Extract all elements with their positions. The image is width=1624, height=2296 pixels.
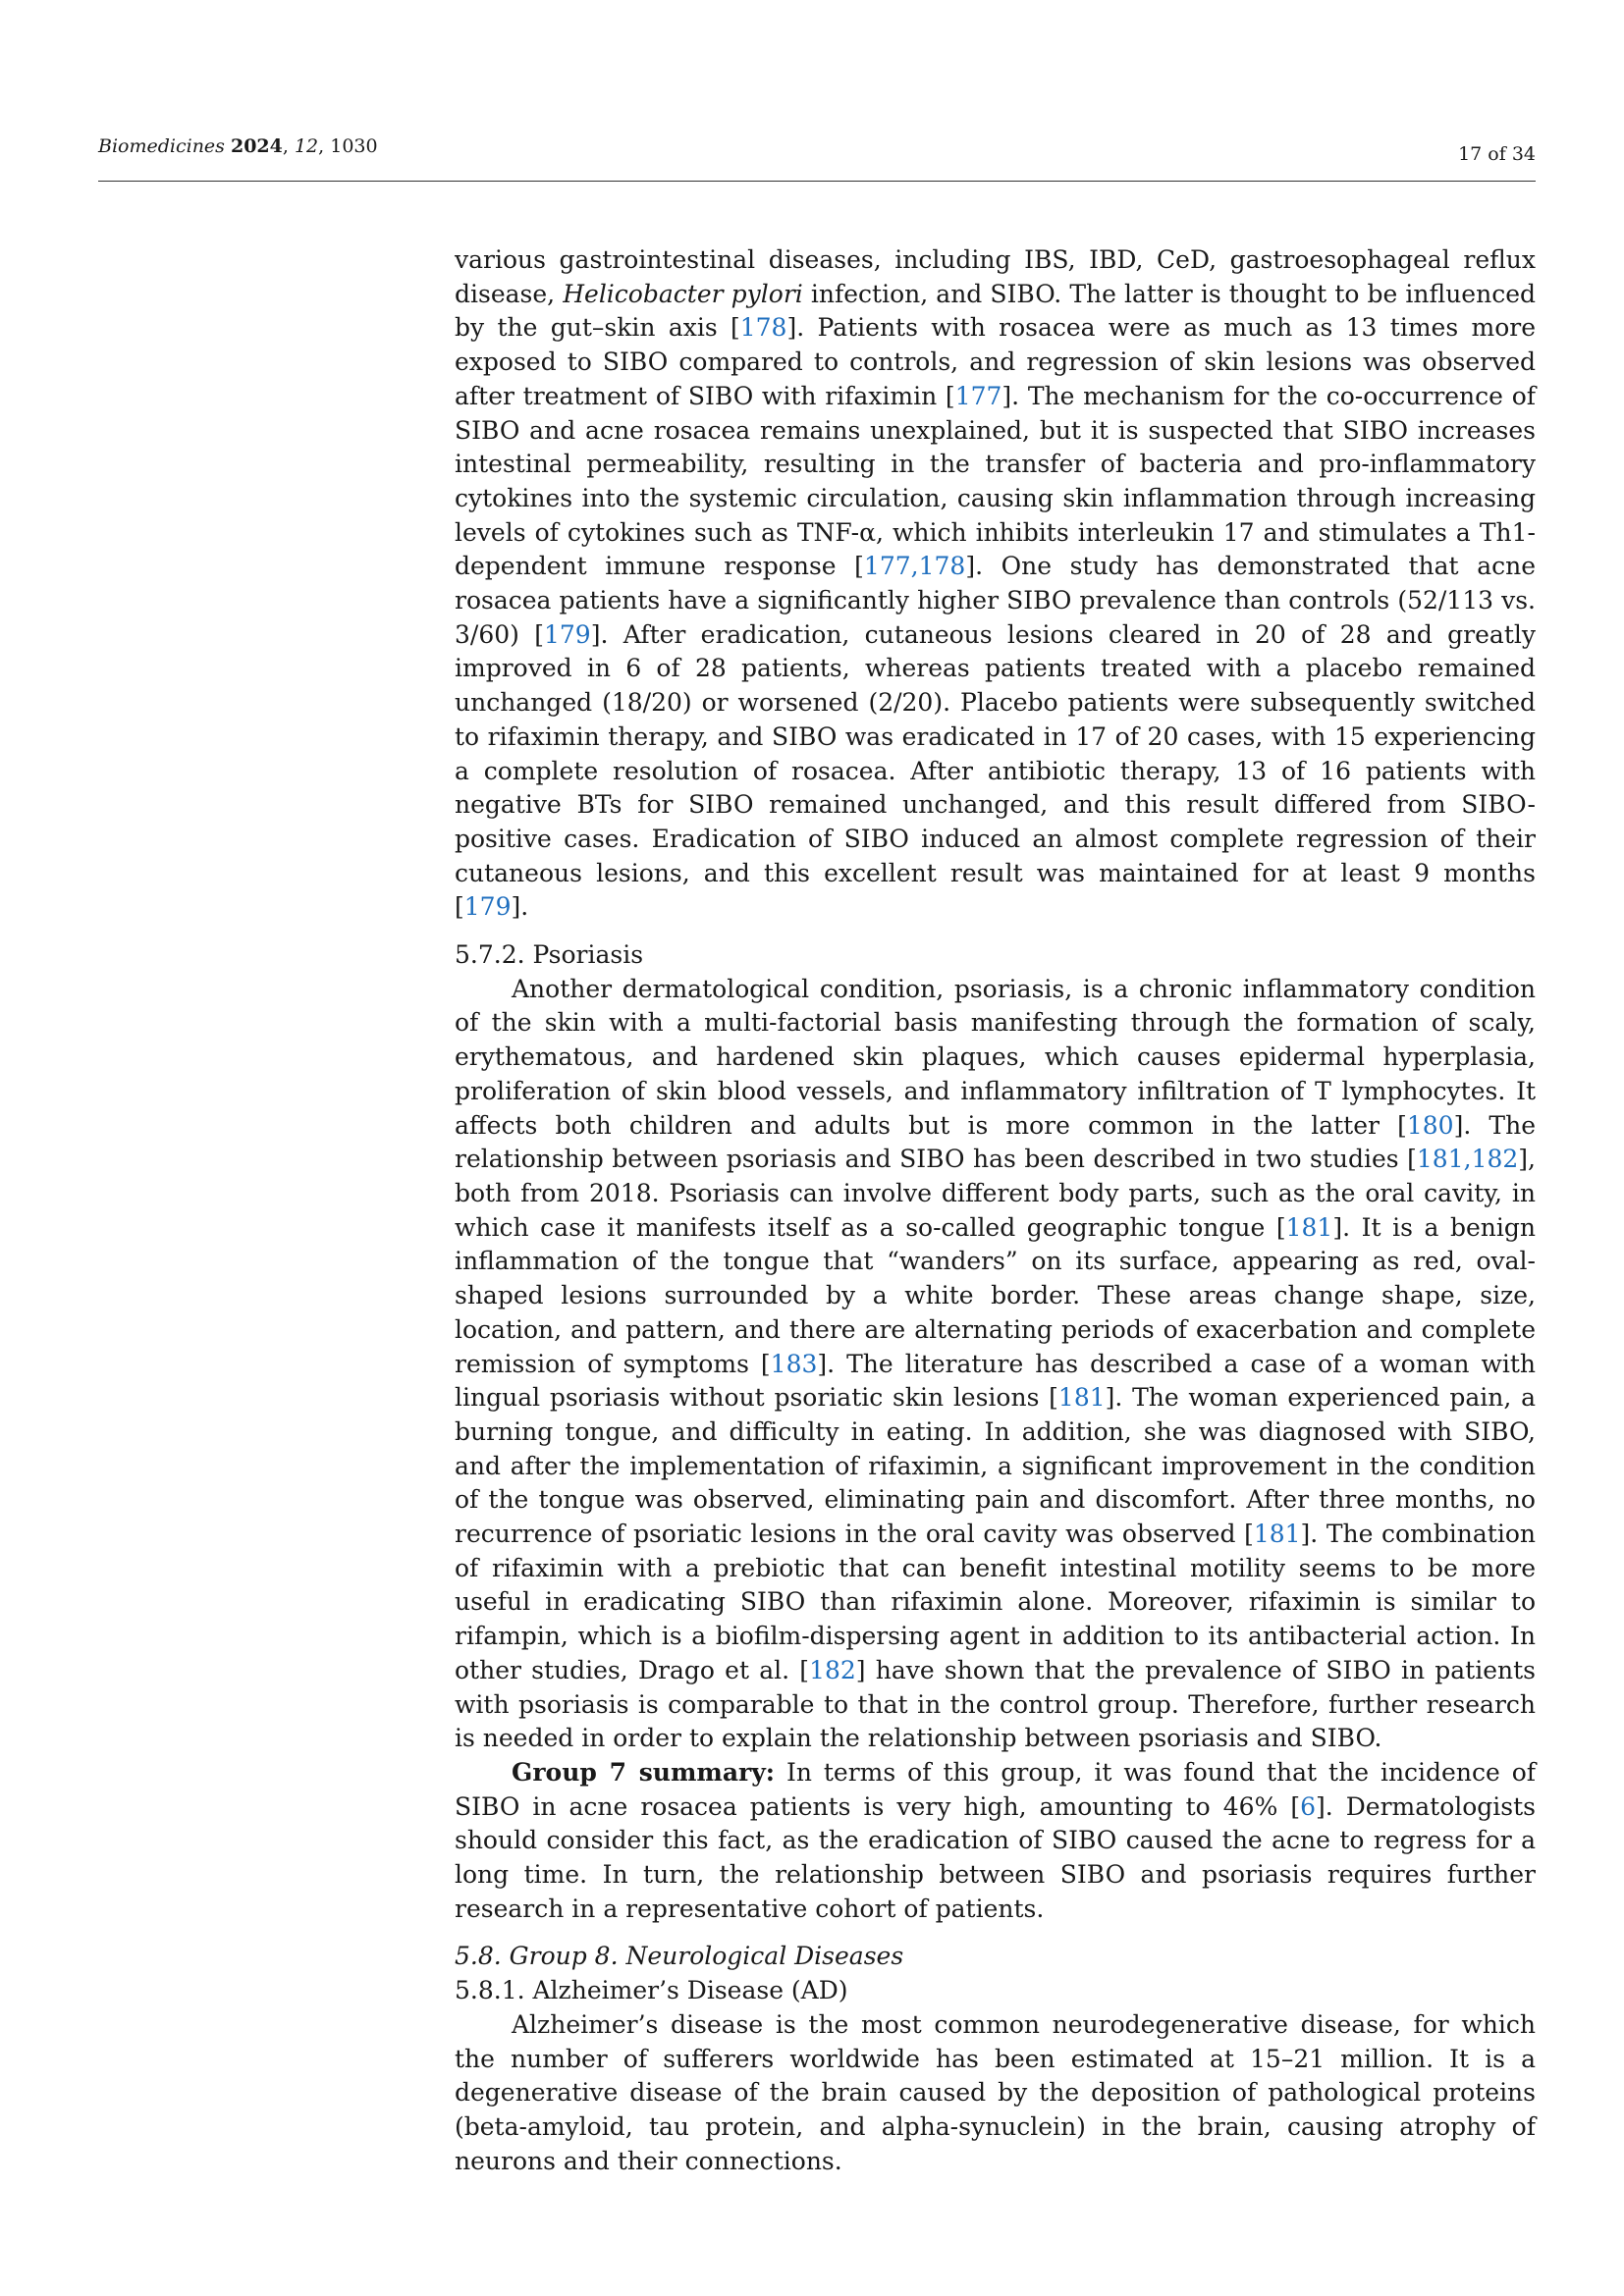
citation-link[interactable]: 179 xyxy=(543,619,591,649)
section-heading-alzheimers: 5.8.1. Alzheimer’s Disease (AD) xyxy=(455,1976,848,2005)
section-heading-group8: 5.8. Group 8. Neurological Diseases xyxy=(455,1942,904,1971)
citation-link[interactable]: 183 xyxy=(770,1349,818,1378)
citation-link[interactable]: 181 xyxy=(1285,1212,1333,1242)
paragraph-alzheimers: Alzheimer’s disease is the most common neurodegenerative disease, for which the number of sufferers worldwide has been estimated at 15–21 million. It is a degenerative disease of the brain caused by the deposition of pathological proteins (beta-amyloid, tau protein, and alpha-synuclein) in the brain, causing atrophy of neurons and their connections. xyxy=(455,2009,1536,2175)
citation-link[interactable]: 178 xyxy=(918,552,966,581)
section-heading-psoriasis: 5.7.2. Psoriasis xyxy=(455,940,644,970)
journal-citation: Biomedicines 2024, 12, 1030 xyxy=(98,135,378,157)
citation-link[interactable]: 182 xyxy=(1471,1145,1519,1174)
journal-year: 2024 xyxy=(230,135,283,157)
citation-link[interactable]: 181 xyxy=(1416,1145,1464,1174)
citation-link[interactable]: 177 xyxy=(954,381,1002,410)
citation-link[interactable]: 180 xyxy=(1406,1110,1454,1140)
running-header xyxy=(98,135,1536,183)
citation-link[interactable]: 6 xyxy=(1300,1791,1317,1821)
journal-volume: 12 xyxy=(294,135,319,157)
page-number: 17 of 34 xyxy=(1458,143,1536,165)
paragraph-psoriasis: Another dermatological condition, psoriasis, is a chronic inflammatory condition of the skin with a multi-factorial basis manifesting through the formation of scaly, erythematous, and hardened skin plaques, which causes epidermal hyperplasia, proliferation of skin blood vessels, and inflammatory infiltration of T lymphocytes. It affects both children and adults but is more common in the latter [180]. The relationship between psoriasis and SIBO has been described in two studies [181,182], both from 2018. Psoriasis can involve different body parts, such as the oral cavity, in which case it manifests itself as a so-called geographic tongue [181]. It is a benign inflammation of the tongue that “wanders” on its surface, appearing as red, oval-shaped lesions surrounded by a white border. These areas change shape, size, location, and pattern, and there are alternating periods of exacerbation and complete remission of symptoms [183]. The literature has described a case of a woman with lingual psoriasis without psoriatic skin lesions [181]. The woman experienced pain, a burning tongue, and difficulty in eating. In addition, she was diagnosed with SIBO, and after the implementation of rifaximin, a significant improvement in the condition of the tongue was observed, eliminating pain and discomfort. After three months, no recurrence of psoriatic lesions in the oral cavity was observed [181]. The combination of rifaximin with a prebiotic that can benefit intestinal motility seems to be more useful in eradicating SIBO than rifaximin alone. Moreover, rifaximin is similar to rifampin, which is a biofilm-dispersing agent in addition to its antibacterial action. In other studies, Drago et al. [182] have shown that the prevalence of SIBO in patients with psoriasis is comparable to that in the control group. Therefore, further research is needed in order to explain the relationship between psoriasis and SIBO. xyxy=(455,974,1537,1753)
citation-link[interactable]: 179 xyxy=(463,892,512,922)
article-body xyxy=(455,243,1536,2178)
paragraph-group7-summary: Group 7 summary: In terms of this group, it was found that the incidence of SIBO in acne rosacea patients is very high, amounting to 46% [6]. Dermatologists should consider this fact, as the eradication of SIBO caused the acne to regress for a long time. In turn, the relationship between SIBO and psoriasis requires further research in a representative cohort of patients. xyxy=(455,1757,1537,1923)
journal-name: Biomedicines xyxy=(98,135,225,157)
citation-link[interactable]: 181 xyxy=(1253,1520,1301,1549)
summary-label: Group 7 summary: xyxy=(512,1757,775,1787)
article-number: 1030 xyxy=(330,135,378,157)
citation-link[interactable]: 177 xyxy=(863,552,911,581)
paragraph-rosacea: various gastrointestinal diseases, including IBS, IBD, CeD, gastroesophageal reflux disease, Helicobacter pylori infection, and SIBO. The latter is thought to be influenced by the gut–skin axis [178]. Patients with rosacea were as much as 13 times more exposed to SIBO compared to controls, and regression of skin lesions was observed after treatment of SIBO with rifaximin [177]. The mechanism for the co-occurrence of SIBO and acne rosacea remains unexplained, but it is suspected that SIBO increases intestinal permeability, resulting in the transfer of bacteria and pro-inflammatory cytokines into the systemic circulation, causing skin inflammation through increasing levels of cytokines such as TNF-α, which inhibits interleukin 17 and stimulates a Th1-dependent immune response [177,178]. One study has demonstrated that acne rosacea patients have a significantly higher SIBO prevalence than controls (52/113 vs. 3/60) [179]. After eradication, cutaneous lesions cleared in 20 of 28 and greatly improved in 6 of 28 patients, whereas patients treated with a placebo remained unchanged (18/20) or worsened (2/20). Placebo patients were subsequently switched to rifaximin therapy, and SIBO was eradicated in 17 of 20 cases, with 15 experiencing a complete resolution of rosacea. After antibiotic therapy, 13 of 16 patients with negative BTs for SIBO remained unchanged, and this result differed from SIBO-positive cases. Eradication of SIBO induced an almost complete regression of their cutaneous lesions, and this excellent result was maintained for at least 9 months [179]. xyxy=(455,245,1536,922)
citation-link[interactable]: 182 xyxy=(809,1655,856,1684)
citation-link[interactable]: 178 xyxy=(739,313,787,343)
citation-link[interactable]: 181 xyxy=(1057,1383,1106,1413)
header-rule xyxy=(98,181,1536,182)
species-name: Helicobacter pylori xyxy=(563,279,803,308)
